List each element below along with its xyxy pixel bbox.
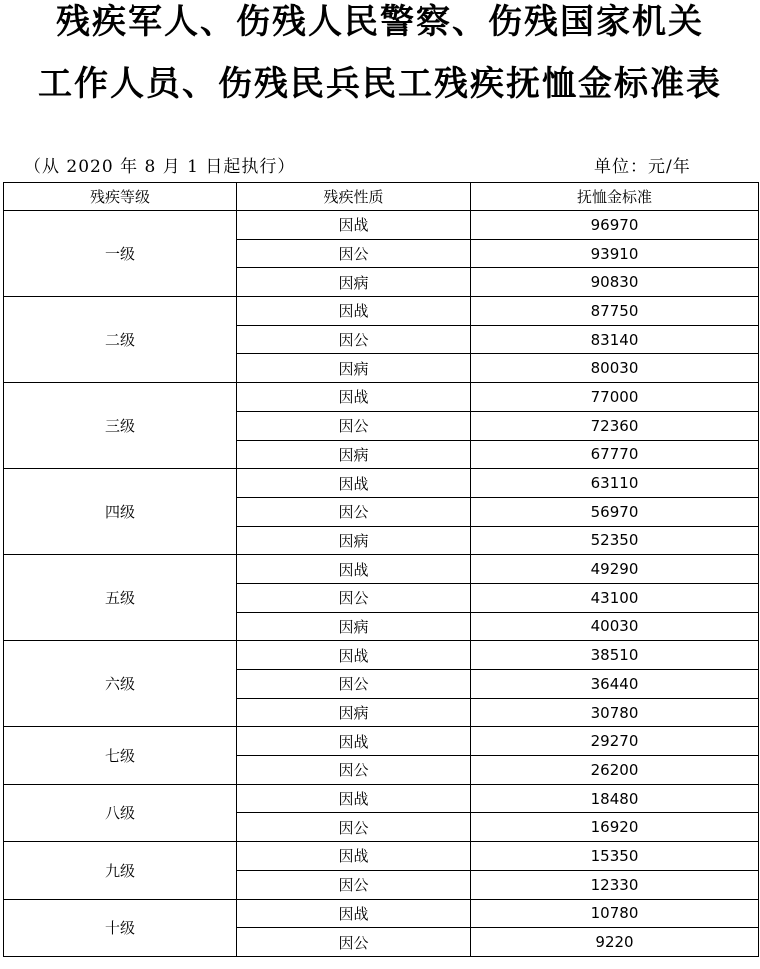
header-disability-nature: 残疾性质 (237, 183, 471, 211)
table-row (4, 727, 759, 756)
disability-nature-cell: 因病 (237, 268, 471, 297)
pension-amount-cell: 49290 (471, 555, 759, 584)
pension-amount-cell: 16920 (471, 813, 759, 842)
disability-nature-cell: 因公 (237, 583, 471, 612)
table-row (4, 842, 759, 871)
table-row (4, 784, 759, 813)
pension-amount-cell: 93910 (471, 239, 759, 268)
disability-nature-cell: 因公 (237, 813, 471, 842)
disability-nature-cell: 因战 (237, 784, 471, 813)
pension-amount-cell: 29270 (471, 727, 759, 756)
pension-amount-cell: 80030 (471, 354, 759, 383)
disability-nature-cell: 因战 (237, 383, 471, 412)
table-header-row (4, 183, 759, 211)
disability-level-cell: 九级 (4, 842, 237, 899)
effective-date-note: （从 2020 年 8 月 1 日起执行） (24, 157, 296, 177)
pension-amount-cell: 43100 (471, 583, 759, 612)
pension-amount-cell: 63110 (471, 469, 759, 498)
unit-note: 单位：元/年 (594, 157, 691, 177)
disability-nature-cell: 因公 (237, 239, 471, 268)
pension-amount-cell: 18480 (471, 784, 759, 813)
pension-amount-cell: 77000 (471, 383, 759, 412)
title-line-2: 工作人员、伤残民兵民工残疾抚恤金标准表 (38, 64, 722, 104)
disability-nature-cell: 因公 (237, 670, 471, 699)
disability-nature-cell: 因战 (237, 641, 471, 670)
table-row (4, 211, 759, 240)
disability-level-cell: 二级 (4, 297, 237, 383)
disability-nature-cell: 因公 (237, 870, 471, 899)
table-row (4, 899, 759, 928)
disability-nature-cell: 因战 (237, 469, 471, 498)
disability-nature-cell: 因战 (237, 842, 471, 871)
pension-amount-cell: 30780 (471, 698, 759, 727)
disability-level-cell: 三级 (4, 383, 237, 469)
disability-level-cell: 四级 (4, 469, 237, 555)
disability-nature-cell: 因病 (237, 612, 471, 641)
disability-level-cell: 七级 (4, 727, 237, 784)
pension-amount-cell: 67770 (471, 440, 759, 469)
header-disability-level: 残疾等级 (4, 183, 237, 211)
pension-standard-table (3, 182, 759, 957)
header-pension-amount: 抚恤金标准 (471, 183, 759, 211)
disability-nature-cell: 因战 (237, 727, 471, 756)
disability-level-cell: 八级 (4, 784, 237, 841)
disability-nature-cell: 因病 (237, 526, 471, 555)
table-row (4, 297, 759, 326)
disability-nature-cell: 因公 (237, 411, 471, 440)
table-row (4, 469, 759, 498)
disability-nature-cell: 因战 (237, 297, 471, 326)
pension-amount-cell: 72360 (471, 411, 759, 440)
disability-nature-cell: 因战 (237, 555, 471, 584)
disability-nature-cell: 因公 (237, 756, 471, 785)
pension-amount-cell: 40030 (471, 612, 759, 641)
pension-amount-cell: 12330 (471, 870, 759, 899)
title-line-1: 残疾军人、伤残人民警察、伤残国家机关 (56, 2, 704, 42)
disability-level-cell: 十级 (4, 899, 237, 956)
pension-amount-cell: 36440 (471, 670, 759, 699)
pension-amount-cell: 26200 (471, 756, 759, 785)
table-row (4, 383, 759, 412)
table-row (4, 641, 759, 670)
disability-level-cell: 一级 (4, 211, 237, 297)
pension-amount-cell: 38510 (471, 641, 759, 670)
disability-nature-cell: 因公 (237, 497, 471, 526)
disability-nature-cell: 因病 (237, 354, 471, 383)
table-row (4, 555, 759, 584)
disability-nature-cell: 因病 (237, 440, 471, 469)
disability-nature-cell: 因病 (237, 698, 471, 727)
disability-nature-cell: 因战 (237, 211, 471, 240)
pension-amount-cell: 10780 (471, 899, 759, 928)
pension-amount-cell: 96970 (471, 211, 759, 240)
disability-level-cell: 六级 (4, 641, 237, 727)
pension-amount-cell: 83140 (471, 325, 759, 354)
pension-amount-cell: 9220 (471, 928, 759, 957)
disability-level-cell: 五级 (4, 555, 237, 641)
disability-nature-cell: 因公 (237, 325, 471, 354)
pension-amount-cell: 90830 (471, 268, 759, 297)
disability-nature-cell: 因战 (237, 899, 471, 928)
pension-amount-cell: 87750 (471, 297, 759, 326)
pension-amount-cell: 56970 (471, 497, 759, 526)
pension-amount-cell: 52350 (471, 526, 759, 555)
pension-amount-cell: 15350 (471, 842, 759, 871)
disability-nature-cell: 因公 (237, 928, 471, 957)
